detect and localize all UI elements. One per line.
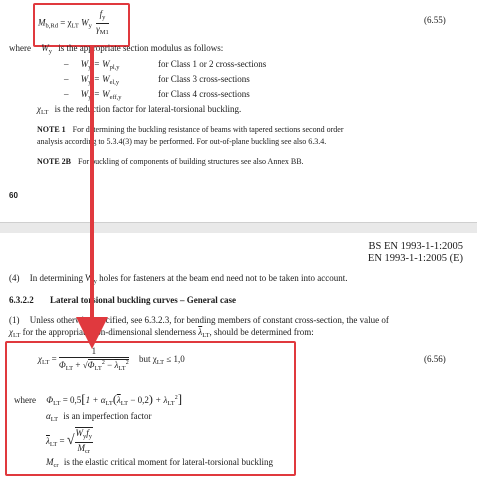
header-line-1: BS EN 1993-1-1:2005: [368, 241, 463, 252]
eq2-sqrt-a: Φ: [87, 360, 95, 370]
dash: –: [64, 89, 69, 99]
eq2-sqrt-b-sup: 2: [125, 360, 129, 366]
phi-inner-d-sub: LT: [167, 400, 175, 407]
lambda-den-sub: cr: [85, 448, 91, 455]
where-2-label: where: [14, 395, 36, 405]
para-4-sub: y: [93, 278, 97, 285]
paragraph-1-line-1: [9, 315, 389, 325]
para-4-text-b: holes for fasteners at the beam end need not to be taken into account.: [99, 273, 348, 283]
phi-definition: where $\Phi_{LT} = 0,5[1 + \alpha_{LT}(\overline{\lambda}_{LT} - 0,2) + \lambda_{LT}^2]$: [14, 391, 183, 407]
mcr-sub: cr: [53, 462, 59, 469]
lambda-lhs-sub: LT: [49, 441, 58, 449]
phi-inner-a: 1 + α: [85, 395, 106, 405]
class-list-item: [64, 89, 122, 101]
eq2-but-sub: LT: [156, 359, 165, 367]
phi-lhs: Φ: [46, 395, 54, 405]
class-lhs: W: [80, 89, 89, 99]
eq2-plus: +: [75, 360, 81, 370]
eq-wy: W: [81, 17, 89, 28]
mcr-text: is the elastic critical moment for lateral-torsional buckling: [63, 457, 273, 467]
where-label: where: [9, 43, 31, 53]
note-1-line-2: analysis according to 5.3.4(3) may be performed. For out-of-plane buckling see also 6.3.4.: [37, 137, 327, 146]
eq2-sqrt-sup: 2: [101, 360, 105, 366]
para-4-number: (4): [9, 273, 20, 283]
class-text: for Class 4 cross-sections: [158, 89, 250, 99]
eq-lhs: M: [38, 17, 46, 28]
equation-number-6-55: (6.55): [424, 15, 446, 25]
para-1-line-2-text: for the appropriate non-dimensional slenderness: [22, 327, 197, 337]
section-number: 6.3.2.2: [9, 295, 34, 305]
page-number: 60: [9, 191, 18, 200]
eq2-but-rhs: ≤ 1,0: [166, 354, 185, 365]
dash: –: [64, 74, 69, 84]
header-line-2: EN 1993-1-1:2005 (E): [367, 253, 463, 264]
sqrt-icon: √: [66, 433, 75, 449]
lambda-fraction: [75, 427, 94, 457]
eq2-lhs: χ: [38, 354, 42, 365]
upper-page: [0, 0, 477, 222]
eq2-sqrt-b: $\overline{\lambda}$: [114, 360, 119, 370]
note-1-line-1: For determining the buckling resistance of beams with tapered sections second order: [72, 125, 344, 134]
alpha-symbol: α: [46, 411, 51, 421]
eq-chi-sub: LT: [71, 22, 79, 30]
phi-inner-b: $\overline{\lambda}$: [116, 395, 121, 405]
phi-inner-d-sup: 2: [174, 395, 178, 401]
eq-den-sub: M1: [99, 29, 109, 36]
eq-num-sub: y: [102, 14, 106, 21]
dash: –: [64, 59, 69, 69]
note-2b-label: NOTE 2B: [37, 157, 72, 166]
lambda-definition: [46, 427, 93, 457]
eq2-sqrt-b-sub: LT: [118, 365, 126, 372]
alpha-definition: [46, 411, 152, 423]
mcr-symbol: M: [46, 457, 54, 467]
lambda-lhs: $\overline{\lambda}$: [46, 436, 50, 447]
equation-6-56: $\chi_{LT}$ = $\frac{1}{\Phi_{LT} + √\Phi_{LT}^2 - \overline{\lambda}_{LT}^2}$ but $\chi_{LT} \le 1,0$: [38, 346, 185, 372]
alpha-text: is an imperfection factor: [63, 411, 152, 421]
note-1: [37, 125, 343, 134]
note-1-label: NOTE 1: [37, 125, 66, 134]
para-1-number: (1): [9, 315, 20, 325]
phi-inner-d: + λ: [155, 395, 168, 405]
lambda-num: W: [75, 428, 84, 438]
eq2-lhs-sub: LT: [41, 359, 50, 367]
where-paragraph: [9, 43, 223, 55]
alpha-sub: LT: [50, 416, 59, 423]
eq2-minus: −: [107, 360, 113, 370]
eq-equals-chi: = χ: [60, 17, 72, 28]
where-wy: W: [41, 43, 49, 53]
phi-eq: = 0,5: [62, 395, 82, 405]
lambda-den: M: [77, 443, 85, 453]
eq2-den-sub: LT: [65, 365, 74, 372]
class-eq: = W: [93, 89, 110, 99]
paragraph-1-line-2: [9, 327, 314, 339]
para-1-line-2-end: , should be determined from:: [209, 327, 314, 337]
eq2-but: but χ: [138, 354, 157, 365]
section-heading: [9, 295, 236, 305]
class-text: for Class 3 cross-sections: [158, 74, 250, 84]
para-4-text-a: In determining W: [29, 273, 94, 283]
standard-header: [368, 241, 463, 265]
class-list-item: [64, 59, 120, 71]
eq-fraction: [96, 9, 109, 38]
eq-wy-sub: y: [88, 22, 92, 30]
lambda-num-sub: y: [83, 433, 87, 440]
lower-page: [0, 233, 477, 480]
class-text: for Class 1 or 2 cross-sections: [158, 59, 267, 69]
sqrt-icon: √: [82, 360, 88, 370]
para-1-lambda: $\overline{\lambda}$: [198, 327, 203, 337]
eq2-sqrt-sub: LT: [94, 365, 102, 372]
lambda-num-b-sub: y: [88, 433, 93, 440]
eq2-den: Φ: [58, 360, 66, 370]
section-title: Lateral torsional buckling curves – General case: [50, 295, 236, 305]
class-eq: = W: [93, 74, 110, 84]
chi-sub: LT: [40, 109, 49, 116]
para-1-chi: χ: [9, 327, 13, 337]
phi-inner-c: − 0,2: [130, 395, 149, 405]
phi-alpha-sub: LT: [105, 400, 113, 407]
eq2-num: 1: [59, 346, 129, 358]
para-1-lambda-sub: LT: [202, 332, 210, 339]
class-eq: = W: [93, 59, 110, 69]
mcr-definition: [46, 457, 273, 469]
chi-text: is the reduction factor for lateral-torsional buckling.: [54, 104, 242, 114]
eq-lhs-sub: b,Rd: [45, 22, 58, 30]
phi-inner-b-sub: LT: [120, 400, 129, 407]
class-lhs-sub: y: [88, 94, 92, 101]
class-lhs-sub: y: [88, 64, 92, 71]
class-rhs-sub: eff,y: [109, 94, 122, 101]
chi-symbol: χ: [37, 104, 41, 114]
eq-den: γ: [96, 24, 100, 34]
para-1-chi-sub: LT: [12, 332, 21, 339]
note-2b-text: For buckling of components of building structures see also Annex BB.: [78, 157, 304, 166]
where-wy-sub: y: [48, 48, 52, 55]
equation-number-6-56: (6.56): [424, 354, 446, 364]
phi-lhs-sub: LT: [53, 400, 61, 407]
lambda-eq: =: [59, 436, 65, 447]
class-rhs-sub: pl,y: [109, 64, 120, 71]
eq2-fraction: [59, 346, 129, 374]
class-lhs: W: [80, 59, 89, 69]
class-lhs-sub: y: [88, 79, 92, 86]
paragraph-4: [9, 273, 348, 285]
class-rhs-sub: el,y: [109, 79, 120, 86]
lambda-num-b: f: [86, 428, 89, 438]
class-lhs: W: [80, 74, 89, 84]
class-list-item: [64, 74, 119, 86]
equation-6-55: [38, 9, 109, 38]
chi-definition: [37, 104, 241, 116]
note-2b: [37, 157, 304, 166]
eq-num: f: [99, 9, 103, 19]
para-1-line-1: Unless otherwise specified, see 6.3.2.3, for bending members of constant cross-section, the value of: [29, 315, 389, 325]
where-text: is the appropriate section modulus as follows:: [58, 43, 224, 53]
